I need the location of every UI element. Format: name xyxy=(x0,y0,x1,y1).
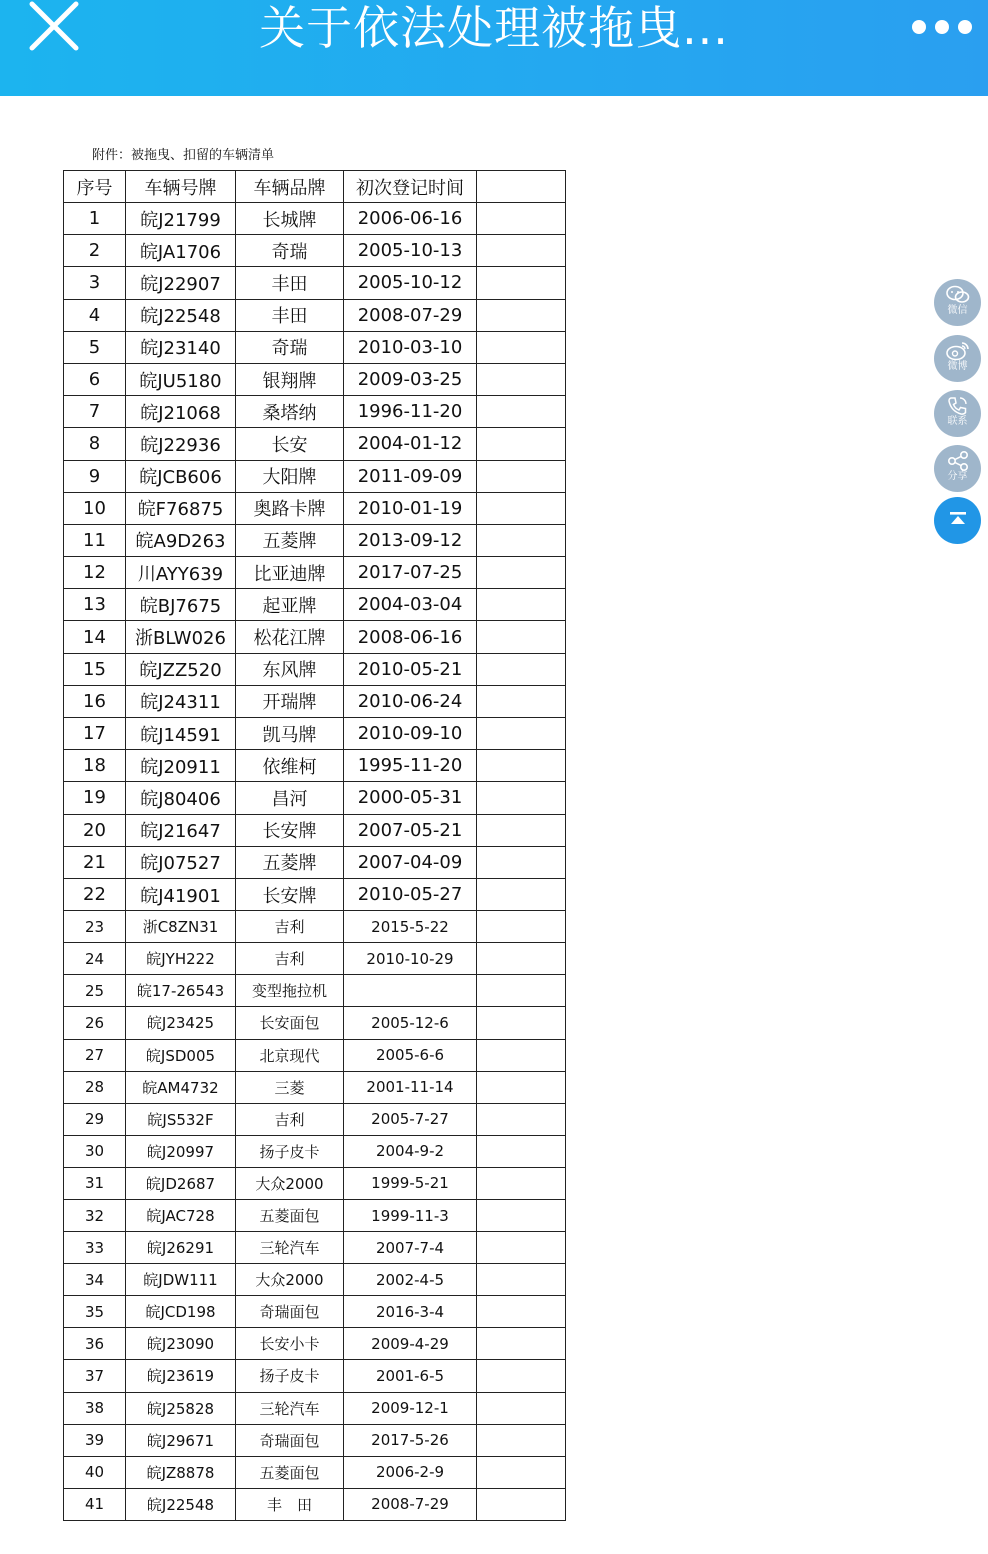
table-row xyxy=(64,1199,566,1231)
table-row xyxy=(64,589,566,621)
table-cell: 皖JD2687 xyxy=(126,1167,236,1199)
table-row xyxy=(64,911,566,943)
table-cell: 11 xyxy=(64,524,126,556)
table-row xyxy=(64,1007,566,1039)
table-cell: 皖J21068 xyxy=(126,396,236,428)
table-cell: 丰田 xyxy=(236,267,344,299)
table-cell: 皖BJ7675 xyxy=(126,589,236,621)
table-cell: 16 xyxy=(64,685,126,717)
table-cell: 2005-6-6 xyxy=(344,1039,477,1071)
table-cell: 2010-06-24 xyxy=(344,685,477,717)
table-row xyxy=(64,1392,566,1424)
table-cell: 2009-03-25 xyxy=(344,363,477,395)
table-cell xyxy=(477,524,566,556)
share-label: 分享 xyxy=(947,471,968,482)
table-cell xyxy=(477,911,566,943)
table-cell: 2010-01-19 xyxy=(344,492,477,524)
weibo-icon xyxy=(946,341,970,361)
table-cell: 34 xyxy=(64,1264,126,1296)
table-cell: 13 xyxy=(64,589,126,621)
table-row xyxy=(64,846,566,878)
table-row xyxy=(64,782,566,814)
table-cell: 2017-5-26 xyxy=(344,1424,477,1456)
table-cell: 皖J26291 xyxy=(126,1232,236,1264)
wechat-share-button[interactable] xyxy=(934,279,981,326)
table-cell: 2002-4-5 xyxy=(344,1264,477,1296)
table-cell xyxy=(477,267,566,299)
table-cell xyxy=(477,1488,566,1520)
table-cell: 长安牌 xyxy=(236,814,344,846)
table-cell: 2005-7-27 xyxy=(344,1103,477,1135)
table-cell: 皖J21647 xyxy=(126,814,236,846)
table-cell: 4 xyxy=(64,299,126,331)
table-cell: 2000-05-31 xyxy=(344,782,477,814)
table-cell xyxy=(477,878,566,910)
close-icon xyxy=(24,0,86,54)
contact-button[interactable] xyxy=(934,390,981,437)
table-cell: 2005-10-12 xyxy=(344,267,477,299)
table-cell: 38 xyxy=(64,1392,126,1424)
table-cell: 皖J41901 xyxy=(126,878,236,910)
table-row xyxy=(64,653,566,685)
table-cell: 川AYY639 xyxy=(126,557,236,589)
back-to-top-icon xyxy=(948,510,968,530)
table-cell: 皖JZZ520 xyxy=(126,653,236,685)
table-cell xyxy=(477,943,566,975)
table-cell xyxy=(477,1135,566,1167)
table-cell: 奇瑞面包 xyxy=(236,1424,344,1456)
table-cell: 29 xyxy=(64,1103,126,1135)
table-cell xyxy=(477,1328,566,1360)
table-row xyxy=(64,1039,566,1071)
table-row xyxy=(64,557,566,589)
table-cell: 皖J22936 xyxy=(126,428,236,460)
table-cell: 长城牌 xyxy=(236,203,344,235)
table-cell: 吉利 xyxy=(236,943,344,975)
table-row xyxy=(64,685,566,717)
table-cell: 2009-4-29 xyxy=(344,1328,477,1360)
table-row xyxy=(64,943,566,975)
table-cell: 皖J22907 xyxy=(126,267,236,299)
table-cell: 22 xyxy=(64,878,126,910)
table-cell: 吉利 xyxy=(236,1103,344,1135)
attachment-caption: 附件：被拖曳、扣留的车辆清单 xyxy=(92,148,275,163)
column-header: 序号 xyxy=(64,171,126,203)
table-cell: 12 xyxy=(64,557,126,589)
table-cell: 皖J20997 xyxy=(126,1135,236,1167)
vehicle-table xyxy=(63,170,566,1521)
table-cell: 2005-12-6 xyxy=(344,1007,477,1039)
top-bar xyxy=(0,0,988,96)
table-cell: 大众2000 xyxy=(236,1264,344,1296)
table-cell: 三轮汽车 xyxy=(236,1232,344,1264)
table-cell: 8 xyxy=(64,428,126,460)
table-cell: 27 xyxy=(64,1039,126,1071)
column-header: 车辆品牌 xyxy=(236,171,344,203)
table-cell xyxy=(477,589,566,621)
table-cell: 7 xyxy=(64,396,126,428)
table-cell xyxy=(477,396,566,428)
table-cell: 41 xyxy=(64,1488,126,1520)
table-cell: 1999-5-21 xyxy=(344,1167,477,1199)
table-cell xyxy=(477,1167,566,1199)
table-cell: 银翔牌 xyxy=(236,363,344,395)
table-cell: 9 xyxy=(64,460,126,492)
table-cell: 24 xyxy=(64,943,126,975)
table-cell: 17 xyxy=(64,718,126,750)
more-icon xyxy=(912,20,926,34)
table-cell: 32 xyxy=(64,1199,126,1231)
table-cell: 2010-09-10 xyxy=(344,718,477,750)
table-cell xyxy=(477,1264,566,1296)
table-row xyxy=(64,1135,566,1167)
table-row xyxy=(64,1360,566,1392)
table-cell: 14 xyxy=(64,621,126,653)
table-cell: 10 xyxy=(64,492,126,524)
table-cell: 皖J23090 xyxy=(126,1328,236,1360)
table-cell: 长安牌 xyxy=(236,878,344,910)
share-icon xyxy=(946,451,970,471)
table-cell: 33 xyxy=(64,1232,126,1264)
table-cell: 39 xyxy=(64,1424,126,1456)
table-cell: 皖A9D263 xyxy=(126,524,236,556)
table-cell: 36 xyxy=(64,1328,126,1360)
table-cell: 皖AM4732 xyxy=(126,1071,236,1103)
table-cell: 2005-10-13 xyxy=(344,235,477,267)
table-cell: 19 xyxy=(64,782,126,814)
table-row xyxy=(64,267,566,299)
table-cell: 37 xyxy=(64,1360,126,1392)
table-cell: 浙BLW026 xyxy=(126,621,236,653)
table-cell xyxy=(477,750,566,782)
table-cell xyxy=(477,846,566,878)
table-row xyxy=(64,621,566,653)
table-cell: 起亚牌 xyxy=(236,589,344,621)
table-cell: 奥路卡牌 xyxy=(236,492,344,524)
table-cell: 奇瑞面包 xyxy=(236,1296,344,1328)
table-cell: 2009-12-1 xyxy=(344,1392,477,1424)
table-row xyxy=(64,1488,566,1520)
table-cell xyxy=(477,460,566,492)
table-cell: 28 xyxy=(64,1071,126,1103)
table-cell: 五菱牌 xyxy=(236,846,344,878)
table-cell: 2010-10-29 xyxy=(344,943,477,975)
table-cell: 18 xyxy=(64,750,126,782)
table-cell: 皖J22548 xyxy=(126,299,236,331)
table-cell: 15 xyxy=(64,653,126,685)
table-cell xyxy=(477,235,566,267)
table-cell: 凯马牌 xyxy=(236,718,344,750)
table-cell xyxy=(477,1296,566,1328)
table-row xyxy=(64,1424,566,1456)
table-cell: 皖J29671 xyxy=(126,1424,236,1456)
table-cell: 皖JYH222 xyxy=(126,943,236,975)
table-row xyxy=(64,460,566,492)
table-cell: 2010-03-10 xyxy=(344,331,477,363)
table-cell xyxy=(477,1360,566,1392)
table-cell: 2010-05-21 xyxy=(344,653,477,685)
table-row xyxy=(64,718,566,750)
table-row xyxy=(64,1296,566,1328)
table-cell: 23 xyxy=(64,911,126,943)
table-cell: 浙C8ZN31 xyxy=(126,911,236,943)
table-row xyxy=(64,331,566,363)
table-cell: 长安小卡 xyxy=(236,1328,344,1360)
table-cell: 扬子皮卡 xyxy=(236,1135,344,1167)
table-cell: 东风牌 xyxy=(236,653,344,685)
table-cell: 35 xyxy=(64,1296,126,1328)
table-cell: 皖JCD198 xyxy=(126,1296,236,1328)
table-cell xyxy=(477,331,566,363)
table-cell: 松花江牌 xyxy=(236,621,344,653)
table-cell xyxy=(477,975,566,1007)
table-cell: 2004-01-12 xyxy=(344,428,477,460)
table-cell: 皖J21799 xyxy=(126,203,236,235)
table-cell xyxy=(477,1039,566,1071)
table-cell: 2007-04-09 xyxy=(344,846,477,878)
table-cell: 皖JZ8878 xyxy=(126,1456,236,1488)
table-cell: 奇瑞 xyxy=(236,235,344,267)
table-cell: 皖JDW111 xyxy=(126,1264,236,1296)
table-cell: 丰田 xyxy=(236,299,344,331)
table-cell: 31 xyxy=(64,1167,126,1199)
table-cell xyxy=(477,685,566,717)
table-cell: 大阳牌 xyxy=(236,460,344,492)
table-cell: 皖J22548 xyxy=(126,1488,236,1520)
table-row xyxy=(64,363,566,395)
table-cell xyxy=(477,492,566,524)
table-row xyxy=(64,492,566,524)
table-row xyxy=(64,814,566,846)
table-row xyxy=(64,1232,566,1264)
table-cell: 五菱面包 xyxy=(236,1456,344,1488)
column-header: 车辆号牌 xyxy=(126,171,236,203)
table-row xyxy=(64,428,566,460)
table-cell: 皖17-26543 xyxy=(126,975,236,1007)
table-cell xyxy=(477,428,566,460)
close-button[interactable] xyxy=(24,0,86,54)
page-title: 关于依法处理被拖曳... xyxy=(259,1,729,55)
table-cell: 皖JSD005 xyxy=(126,1039,236,1071)
table-row xyxy=(64,1071,566,1103)
table-cell xyxy=(477,1456,566,1488)
table-cell xyxy=(477,557,566,589)
table-cell: 1999-11-3 xyxy=(344,1199,477,1231)
table-row xyxy=(64,878,566,910)
table-cell: 2001-11-14 xyxy=(344,1071,477,1103)
table-cell: 1 xyxy=(64,203,126,235)
table-cell: 三菱 xyxy=(236,1071,344,1103)
table-cell: 2015-5-22 xyxy=(344,911,477,943)
table-cell: 昌河 xyxy=(236,782,344,814)
table-cell: 皖J07527 xyxy=(126,846,236,878)
table-cell: 三轮汽车 xyxy=(236,1392,344,1424)
table-cell: 2008-7-29 xyxy=(344,1488,477,1520)
table-cell: 桑塔纳 xyxy=(236,396,344,428)
table-cell: 皖JU5180 xyxy=(126,363,236,395)
table-cell xyxy=(477,653,566,685)
table-cell: 20 xyxy=(64,814,126,846)
table-cell: 2008-06-16 xyxy=(344,621,477,653)
table-header-row xyxy=(64,171,566,203)
table-cell xyxy=(477,299,566,331)
table-cell: 2017-07-25 xyxy=(344,557,477,589)
table-row xyxy=(64,1328,566,1360)
table-cell: 大众2000 xyxy=(236,1167,344,1199)
table-cell: 长安面包 xyxy=(236,1007,344,1039)
column-header xyxy=(477,171,566,203)
table-cell: 皖J80406 xyxy=(126,782,236,814)
table-row xyxy=(64,396,566,428)
table-cell: 比亚迪牌 xyxy=(236,557,344,589)
table-cell: 2001-6-5 xyxy=(344,1360,477,1392)
table-cell xyxy=(477,1232,566,1264)
table-cell: 2007-7-4 xyxy=(344,1232,477,1264)
table-cell: 2007-05-21 xyxy=(344,814,477,846)
table-cell xyxy=(477,363,566,395)
table-cell xyxy=(477,1071,566,1103)
table-cell xyxy=(477,1199,566,1231)
table-cell: 开瑞牌 xyxy=(236,685,344,717)
table-cell: 2004-9-2 xyxy=(344,1135,477,1167)
share-button[interactable] xyxy=(934,445,981,492)
table-row xyxy=(64,524,566,556)
table-cell: 2 xyxy=(64,235,126,267)
table-cell: 皖JCB606 xyxy=(126,460,236,492)
table-row xyxy=(64,750,566,782)
weibo-label: 微博 xyxy=(947,361,968,372)
table-cell xyxy=(477,782,566,814)
table-cell: 扬子皮卡 xyxy=(236,1360,344,1392)
table-cell: 五菱面包 xyxy=(236,1199,344,1231)
table-cell: 皖J14591 xyxy=(126,718,236,750)
table-cell: 1995-11-20 xyxy=(344,750,477,782)
table-cell: 3 xyxy=(64,267,126,299)
table-cell xyxy=(477,1424,566,1456)
table-row xyxy=(64,235,566,267)
table-cell xyxy=(477,1007,566,1039)
wechat-icon xyxy=(946,285,970,305)
phone-icon xyxy=(946,396,970,416)
table-cell: 30 xyxy=(64,1135,126,1167)
table-cell: 26 xyxy=(64,1007,126,1039)
more-button[interactable] xyxy=(912,14,972,40)
table-cell: 皖J24311 xyxy=(126,685,236,717)
table-cell: 2016-3-4 xyxy=(344,1296,477,1328)
table-cell: 2004-03-04 xyxy=(344,589,477,621)
table-cell: 皖JAC728 xyxy=(126,1199,236,1231)
table-row xyxy=(64,1456,566,1488)
table-cell: 6 xyxy=(64,363,126,395)
table-cell: 丰 田 xyxy=(236,1488,344,1520)
wechat-label: 微信 xyxy=(947,305,968,316)
weibo-share-button[interactable] xyxy=(934,335,981,382)
table-cell: 2006-06-16 xyxy=(344,203,477,235)
table-cell xyxy=(477,814,566,846)
table-row xyxy=(64,1264,566,1296)
table-cell: 五菱牌 xyxy=(236,524,344,556)
table-cell xyxy=(477,203,566,235)
table-cell: 皖JS532F xyxy=(126,1103,236,1135)
table-cell: 依维柯 xyxy=(236,750,344,782)
table-cell: 1996-11-20 xyxy=(344,396,477,428)
table-cell: 2010-05-27 xyxy=(344,878,477,910)
table-cell: 变型拖拉机 xyxy=(236,975,344,1007)
table-cell: 2013-09-12 xyxy=(344,524,477,556)
table-cell: 21 xyxy=(64,846,126,878)
table-row xyxy=(64,203,566,235)
table-cell: 2011-09-09 xyxy=(344,460,477,492)
table-cell xyxy=(477,1103,566,1135)
table-row xyxy=(64,1103,566,1135)
table-cell: 皖J25828 xyxy=(126,1392,236,1424)
table-cell: 2006-2-9 xyxy=(344,1456,477,1488)
table-cell: 皖J23425 xyxy=(126,1007,236,1039)
table-cell: 皖J23140 xyxy=(126,331,236,363)
table-cell xyxy=(344,975,477,1007)
table-cell xyxy=(477,1392,566,1424)
table-cell: 皖J23619 xyxy=(126,1360,236,1392)
table-cell: 40 xyxy=(64,1456,126,1488)
column-header: 初次登记时间 xyxy=(344,171,477,203)
table-row xyxy=(64,975,566,1007)
table-cell: 5 xyxy=(64,331,126,363)
table-cell: 25 xyxy=(64,975,126,1007)
table-cell xyxy=(477,621,566,653)
table-row xyxy=(64,299,566,331)
table-cell: 吉利 xyxy=(236,911,344,943)
table-cell: 北京现代 xyxy=(236,1039,344,1071)
table-cell xyxy=(477,718,566,750)
table-cell: 皖F76875 xyxy=(126,492,236,524)
back-to-top-button[interactable] xyxy=(934,497,981,544)
table-row xyxy=(64,1167,566,1199)
table-cell: 2008-07-29 xyxy=(344,299,477,331)
table-cell: 皖JA1706 xyxy=(126,235,236,267)
contact-label: 联系 xyxy=(947,416,968,427)
table-cell: 长安 xyxy=(236,428,344,460)
table-cell: 皖J20911 xyxy=(126,750,236,782)
table-cell: 奇瑞 xyxy=(236,331,344,363)
